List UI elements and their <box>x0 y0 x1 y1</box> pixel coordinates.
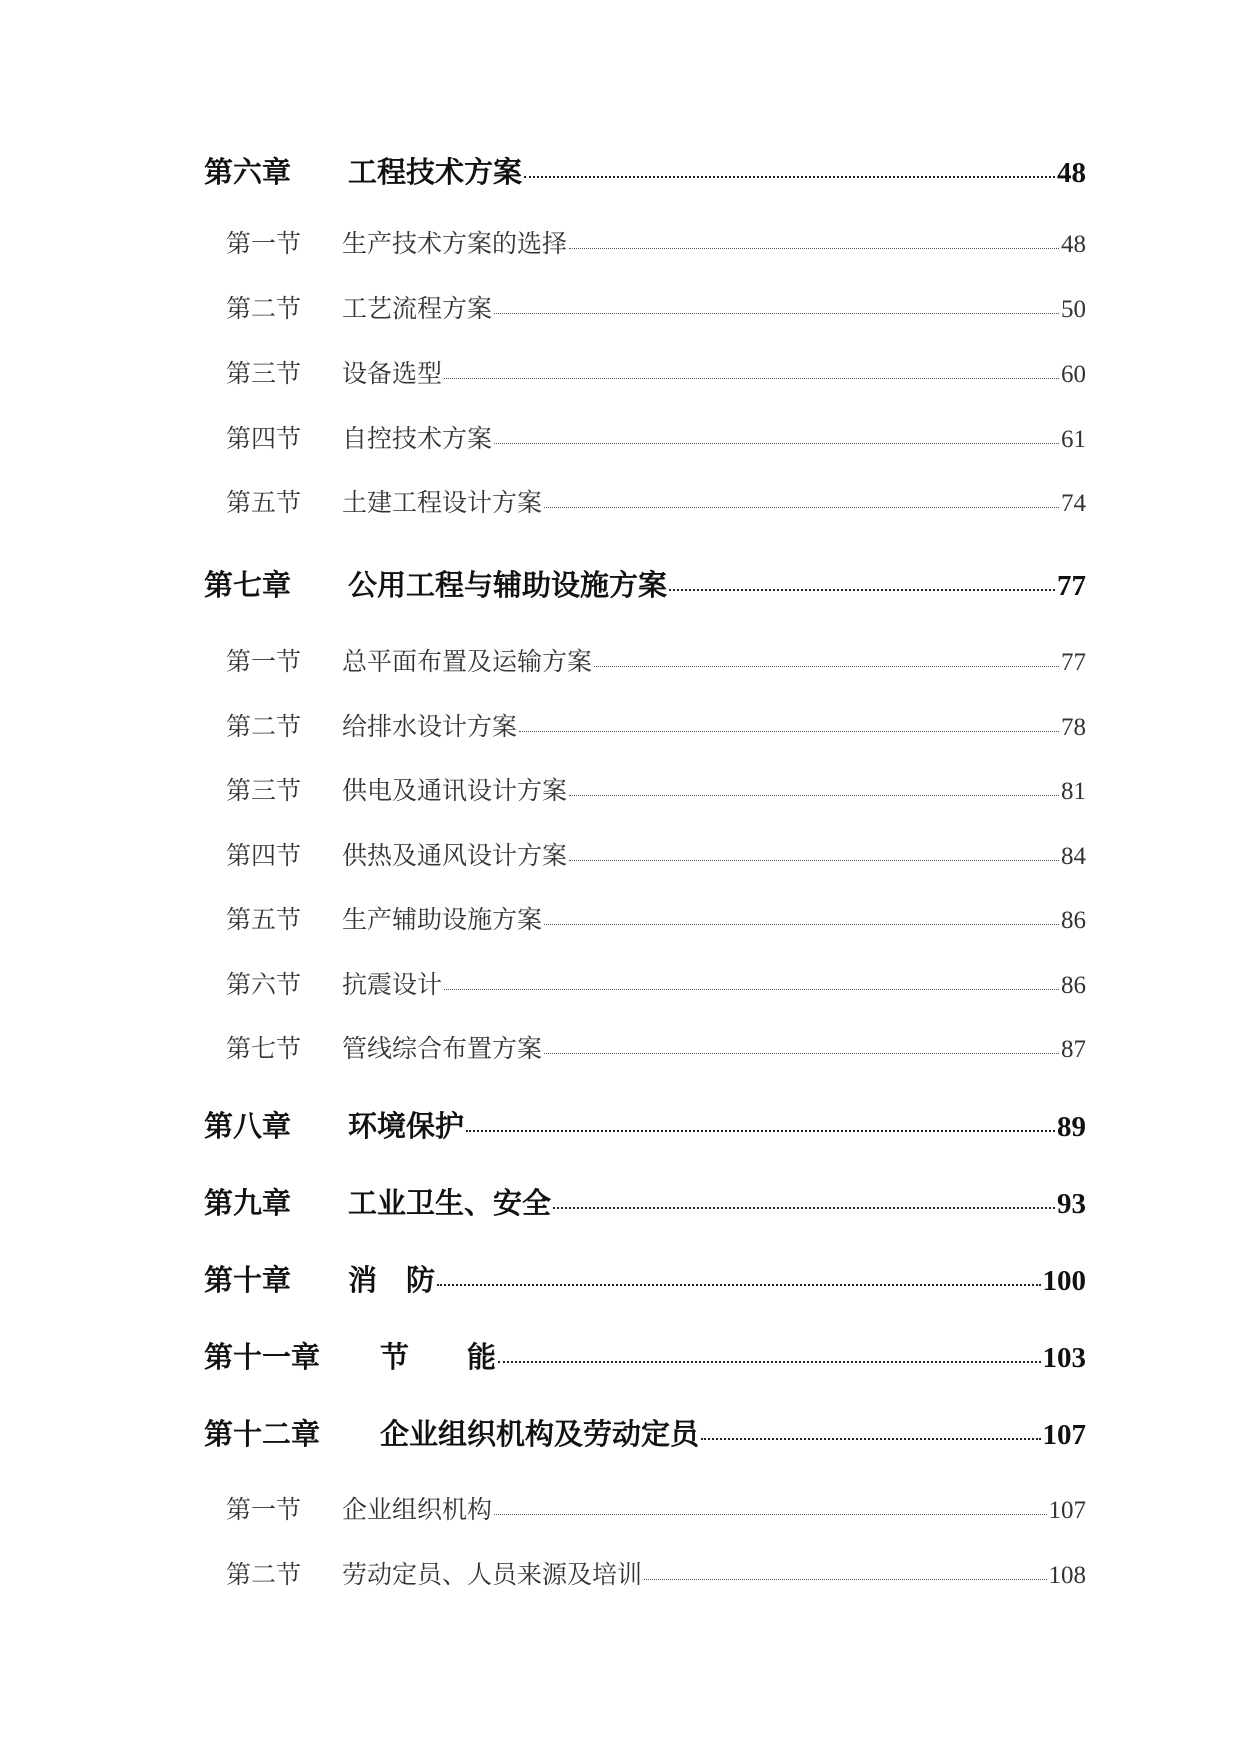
toc-section-entry[interactable] <box>226 483 1086 519</box>
chapter-title: 公用工程与辅助设施方案 <box>348 568 668 602</box>
toc-section-entry[interactable] <box>226 1490 1086 1526</box>
dot-leader <box>569 795 1059 796</box>
section-number: 第三节 <box>226 359 302 388</box>
section-number: 第一节 <box>226 1495 302 1524</box>
section-number: 第二节 <box>226 1560 302 1589</box>
dot-leader <box>494 443 1059 444</box>
page-number: 50 <box>1061 296 1086 323</box>
toc-section-entry[interactable] <box>226 707 1086 743</box>
section-title: 供热及通风设计方案 <box>342 841 568 870</box>
page-number: 74 <box>1061 490 1086 517</box>
section-number: 第五节 <box>226 905 302 934</box>
toc-chapter-entry[interactable] <box>204 150 1086 191</box>
toc-chapter-entry[interactable] <box>204 1335 1086 1376</box>
chapter-title: 工程技术方案 <box>348 155 523 189</box>
chapter-number: 第七章 <box>204 568 292 602</box>
dot-leader <box>437 1284 1040 1286</box>
section-title: 管线综合布置方案 <box>342 1034 543 1063</box>
toc-section-entry[interactable] <box>226 642 1086 678</box>
page-number: 84 <box>1061 843 1086 870</box>
chapter-number: 第九章 <box>204 1186 292 1220</box>
section-title: 抗震设计 <box>342 970 443 999</box>
section-number: 第四节 <box>226 424 302 453</box>
chapter-title: 消 防 <box>348 1263 436 1297</box>
toc-section-entry[interactable] <box>226 965 1086 1001</box>
chapter-number: 第十一章 <box>204 1340 321 1374</box>
section-number: 第五节 <box>226 488 302 517</box>
toc-chapter-entry[interactable] <box>204 1258 1086 1299</box>
chapter-title: 环境保护 <box>348 1109 465 1143</box>
section-title: 自控技术方案 <box>342 424 493 453</box>
section-number: 第一节 <box>226 229 302 258</box>
page-number: 81 <box>1061 778 1086 805</box>
section-title: 供电及通讯设计方案 <box>342 776 568 805</box>
dot-leader <box>669 589 1055 591</box>
dot-leader <box>466 1130 1055 1132</box>
section-title: 企业组织机构 <box>342 1495 493 1524</box>
section-title: 劳动定员、人员来源及培训 <box>342 1560 643 1589</box>
section-number: 第二节 <box>226 712 302 741</box>
dot-leader <box>553 1207 1055 1209</box>
toc-section-entry[interactable] <box>226 419 1086 455</box>
page-number: 48 <box>1057 157 1086 189</box>
chapter-title: 工业卫生、安全 <box>348 1186 552 1220</box>
dot-leader <box>594 666 1059 667</box>
dot-leader <box>644 1579 1046 1580</box>
section-title: 土建工程设计方案 <box>342 488 543 517</box>
toc-section-entry[interactable] <box>226 836 1086 872</box>
page-number: 107 <box>1048 1497 1086 1524</box>
page-number: 48 <box>1061 231 1086 258</box>
page-number: 77 <box>1057 570 1086 602</box>
chapter-number: 第十二章 <box>204 1417 321 1451</box>
page-number: 93 <box>1057 1188 1086 1220</box>
toc-section-entry[interactable] <box>226 224 1086 260</box>
dot-leader <box>544 507 1059 508</box>
dot-leader <box>569 860 1059 861</box>
page-number: 100 <box>1042 1265 1086 1297</box>
toc-section-entry[interactable] <box>226 771 1086 807</box>
dot-leader <box>494 1514 1046 1515</box>
page-number: 103 <box>1042 1342 1086 1374</box>
page-number: 107 <box>1042 1419 1086 1451</box>
chapter-number: 第十章 <box>204 1263 292 1297</box>
section-number: 第六节 <box>226 970 302 999</box>
dot-leader <box>494 313 1059 314</box>
section-number: 第三节 <box>226 776 302 805</box>
chapter-number: 第八章 <box>204 1109 292 1143</box>
page-number: 89 <box>1057 1111 1086 1143</box>
chapter-title: 节 能 <box>380 1340 497 1374</box>
section-title: 给排水设计方案 <box>342 712 518 741</box>
section-title: 生产技术方案的选择 <box>342 229 568 258</box>
toc-section-entry[interactable] <box>226 900 1086 936</box>
dot-leader <box>519 731 1059 732</box>
section-title: 工艺流程方案 <box>342 294 493 323</box>
page-number: 61 <box>1061 426 1086 453</box>
toc-section-entry[interactable] <box>226 289 1086 325</box>
dot-leader <box>701 1438 1040 1440</box>
toc-section-entry[interactable] <box>226 1555 1086 1591</box>
dot-leader <box>444 378 1059 379</box>
section-number: 第七节 <box>226 1034 302 1063</box>
page-number: 60 <box>1061 361 1086 388</box>
dot-leader <box>524 176 1055 178</box>
toc-chapter-entry[interactable] <box>204 1181 1086 1222</box>
chapter-title: 企业组织机构及劳动定员 <box>380 1417 700 1451</box>
section-number: 第一节 <box>226 647 302 676</box>
section-number: 第二节 <box>226 294 302 323</box>
page-number: 78 <box>1061 714 1086 741</box>
page-number: 86 <box>1061 972 1086 999</box>
toc-section-entry[interactable] <box>226 354 1086 390</box>
dot-leader <box>498 1361 1040 1363</box>
chapter-number: 第六章 <box>204 155 292 189</box>
page-number: 108 <box>1048 1562 1086 1589</box>
dot-leader <box>569 248 1059 249</box>
section-number: 第四节 <box>226 841 302 870</box>
toc-section-entry[interactable] <box>226 1029 1086 1065</box>
section-title: 设备选型 <box>342 359 443 388</box>
toc-chapter-entry[interactable] <box>204 1412 1086 1453</box>
dot-leader <box>444 989 1059 990</box>
dot-leader <box>544 924 1059 925</box>
toc-chapter-entry[interactable] <box>204 1104 1086 1145</box>
page-number: 87 <box>1061 1036 1086 1063</box>
section-title: 生产辅助设施方案 <box>342 905 543 934</box>
page-number: 77 <box>1061 649 1086 676</box>
section-title: 总平面布置及运输方案 <box>342 647 593 676</box>
dot-leader <box>544 1053 1059 1054</box>
page-number: 86 <box>1061 907 1086 934</box>
toc-chapter-entry[interactable] <box>204 563 1086 604</box>
